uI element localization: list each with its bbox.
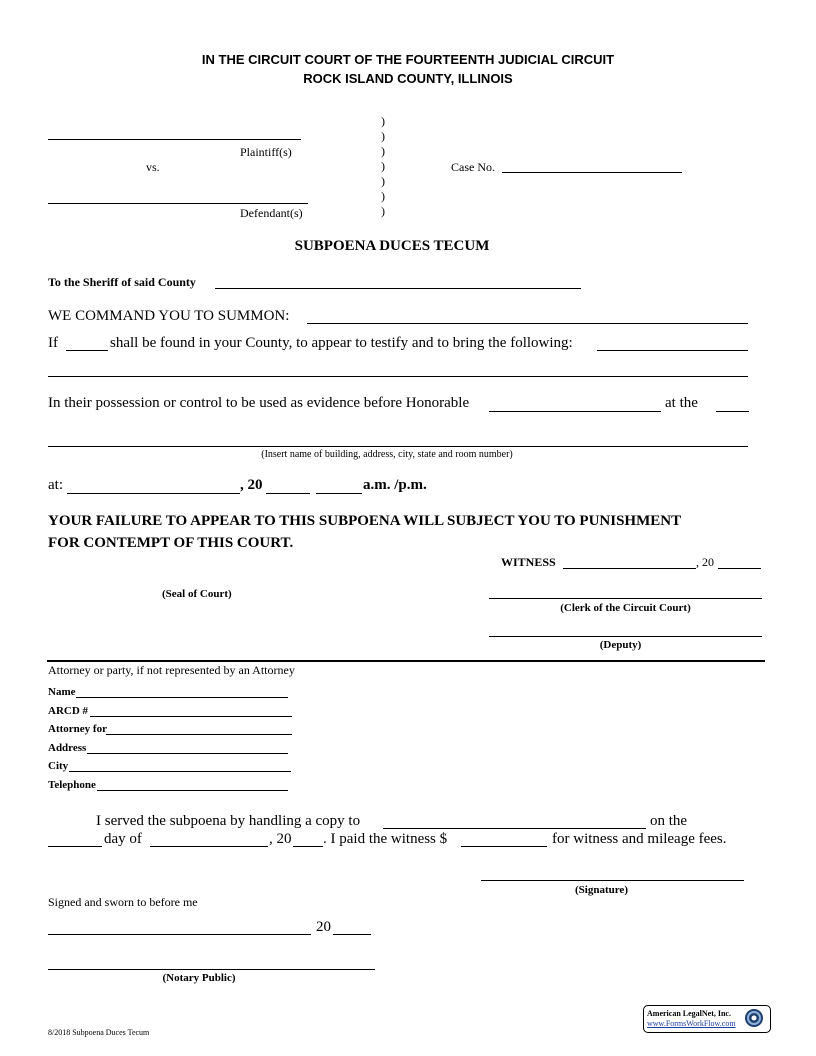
items-field[interactable]	[597, 350, 748, 351]
notary-year-prefix: 20	[316, 919, 331, 935]
caption-paren: )	[381, 144, 385, 158]
caption-paren: )	[381, 204, 385, 218]
deputy-signature-line[interactable]	[489, 636, 762, 637]
seal-of-court: (Seal of Court)	[162, 588, 232, 600]
address-field[interactable]	[87, 753, 288, 754]
fee-amount-field[interactable]	[461, 846, 547, 847]
notary-year-field[interactable]	[333, 934, 371, 935]
at-the-field[interactable]	[716, 411, 749, 412]
at-label: at:	[48, 477, 63, 493]
ampm-label: a.m. /p.m.	[363, 477, 427, 493]
deputy-label: (Deputy)	[599, 639, 642, 651]
caption-paren: )	[381, 129, 385, 143]
address-label: Address	[48, 742, 87, 754]
court-heading: IN THE CIRCUIT COURT OF THE FOURTEENTH JUDICIAL CIRCUIT	[201, 52, 615, 67]
service-day-field[interactable]	[48, 846, 102, 847]
witness-label: WITNESS	[501, 555, 556, 569]
city-field[interactable]	[69, 771, 291, 772]
notary-signature-line[interactable]	[48, 969, 375, 970]
city-label: City	[48, 760, 69, 772]
fees-label: for witness and mileage fees.	[552, 831, 727, 847]
caption-paren: )	[381, 159, 385, 173]
sworn-date-field[interactable]	[48, 934, 311, 935]
defendant-line[interactable]	[48, 203, 308, 204]
form-id: 8/2018 Subpoena Duces Tecum	[48, 1028, 150, 1037]
signature-label: (Signature)	[575, 884, 628, 896]
telephone-field[interactable]	[97, 790, 288, 791]
at-the-label: at the	[665, 395, 698, 411]
globe-icon	[744, 1008, 764, 1028]
server-signature-line[interactable]	[481, 880, 744, 881]
attorney-for-field[interactable]	[106, 734, 292, 735]
warning-line-1: YOUR FAILURE TO APPEAR TO THIS SUBPOENA WILL SUBJECT YOU TO PUNISHMENT	[48, 513, 682, 529]
command-label: WE COMMAND YOU TO SUMMON:	[48, 308, 290, 324]
if-instruction: shall be found in your County, to appear to testify and to bring the following:	[110, 335, 573, 351]
arcd-field[interactable]	[90, 716, 292, 717]
case-no-field[interactable]	[502, 172, 682, 173]
location-field[interactable]	[48, 446, 748, 447]
served-person-field[interactable]	[383, 828, 646, 829]
attorney-name-field[interactable]	[76, 697, 288, 698]
year-prefix: , 20	[240, 477, 263, 493]
attorney-for-label: Attorney for	[48, 723, 107, 735]
attorney-name-label: Name	[48, 686, 76, 698]
day-of-label: day of	[104, 831, 142, 847]
county-heading: ROCK ISLAND COUNTY, ILLINOIS	[303, 71, 513, 86]
sheriff-field[interactable]	[215, 288, 581, 289]
paid-label: . I paid the witness $	[323, 831, 448, 847]
witness-year-prefix: , 20	[696, 555, 714, 569]
signed-sworn-label: Signed and sworn to before me	[48, 895, 198, 909]
telephone-label: Telephone	[48, 779, 96, 791]
summon-field[interactable]	[307, 323, 748, 324]
caption-paren: )	[381, 174, 385, 188]
clerk-signature-line[interactable]	[489, 598, 762, 599]
insert-note: (Insert name of building, address, city, state and room number)	[261, 449, 513, 460]
publisher-logo[interactable]	[643, 1005, 771, 1033]
caption-paren: )	[381, 189, 385, 203]
items-field-continued[interactable]	[48, 376, 748, 377]
arcd-label: ARCD #	[48, 705, 89, 717]
vs-label: vs.	[146, 160, 160, 174]
possession-label: In their possession or control to be used as evidence before Honorable	[48, 395, 470, 411]
service-month-field[interactable]	[150, 846, 268, 847]
attorney-heading: Attorney or party, if not represented by an Attorney	[48, 663, 295, 677]
notary-label: (Notary Public)	[162, 972, 236, 984]
clerk-label: (Clerk of the Circuit Court)	[560, 602, 691, 614]
caption-paren: )	[381, 114, 385, 128]
document-title: SUBPOENA DUCES TECUM	[294, 238, 490, 254]
if-name-field[interactable]	[66, 350, 108, 351]
logo-url[interactable]: www.FormsWorkFlow.com	[647, 1019, 736, 1028]
witness-year-field[interactable]	[718, 568, 761, 569]
date-field[interactable]	[67, 493, 240, 494]
service-statement: I served the subpoena by handling a copy to	[96, 813, 361, 829]
on-the-label: on the	[650, 813, 688, 829]
case-no-label: Case No.	[451, 160, 495, 174]
time-field[interactable]	[316, 493, 362, 494]
logo-company: American LegalNet, Inc.	[647, 1009, 731, 1018]
if-label: If	[48, 335, 58, 351]
warning-line-2: FOR CONTEMPT OF THIS COURT.	[48, 535, 294, 551]
defendant-label: Defendant(s)	[240, 206, 303, 220]
service-year-prefix: , 20	[269, 831, 292, 847]
plaintiff-label: Plaintiff(s)	[240, 145, 292, 159]
sheriff-label: To the Sheriff of said County	[48, 275, 196, 289]
plaintiff-line[interactable]	[48, 139, 301, 140]
service-year-field[interactable]	[293, 846, 323, 847]
year-field[interactable]	[266, 493, 310, 494]
section-divider	[47, 660, 765, 662]
witness-date-field[interactable]	[563, 568, 696, 569]
honorable-field[interactable]	[489, 411, 661, 412]
